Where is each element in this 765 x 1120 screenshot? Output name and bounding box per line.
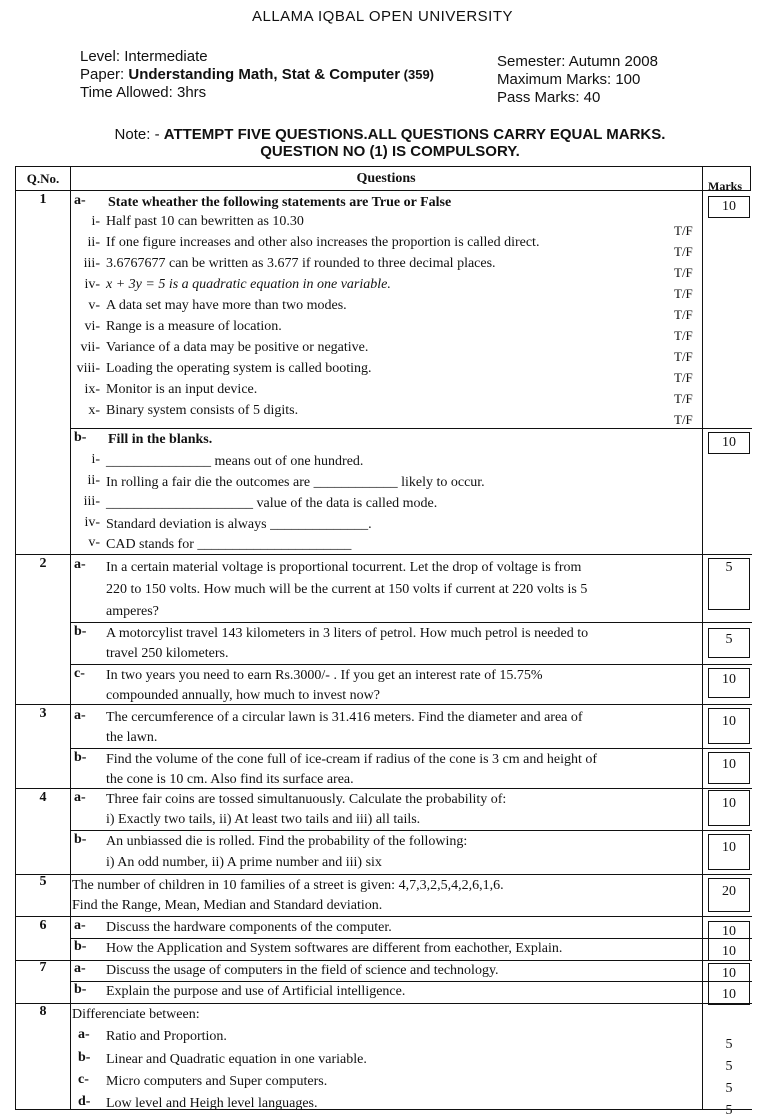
q7b-text: Explain the purpose and use of Artificial intelligence. (106, 984, 406, 999)
q1a-item: Binary system consists of 5 digits. (106, 403, 299, 418)
paper-line (80, 66, 434, 84)
q6a-label: a- (74, 918, 86, 933)
q3a-text: The cercumference of a circular lawn is 31.416 meters. Find the diameter and area of (106, 710, 583, 725)
q7-number: 7 (39, 960, 47, 975)
q1a-item: Loading the operating system is called booting. (106, 361, 372, 376)
q4b-text: An unbiassed die is rolled. Find the probability of the following: (106, 834, 468, 849)
q7b-marks: 10 (722, 987, 736, 1002)
q6b-text: How the Application and System softwares are different from eachother, Explain. (106, 941, 563, 956)
q1b-marks: 10 (722, 435, 736, 450)
q1b-item: _______________ means out of one hundred. (106, 454, 364, 469)
tf-marker: T/F (674, 286, 693, 301)
q4a-text: i) Exactly two tails, ii) At least two tails and iii) all tails. (106, 812, 421, 827)
q3a-label: a- (74, 708, 86, 723)
q8-item-marks: 5 (725, 1037, 733, 1052)
q1a-item: A data set may have more than two modes. (106, 298, 347, 313)
q4a-text: Three fair coins are tossed simultanuously. Calculate the probability of: (106, 792, 507, 807)
q3-number: 3 (39, 706, 47, 721)
q1b-title: Fill in the blanks. (108, 432, 213, 447)
q5-number: 5 (39, 874, 47, 889)
q2b-text: A motorcylist travel 143 kilometers in 3 liters of petrol. How much petrol is needed to (106, 626, 589, 641)
q2b-text: travel 250 kilometers. (106, 646, 229, 661)
q1a-item-num: i- (91, 214, 100, 229)
q8-item-text: Linear and Quadratic equation in one variable. (106, 1052, 367, 1067)
note-line-1 (80, 126, 700, 143)
q8-item-text: Low level and Heigh level languages. (106, 1096, 318, 1111)
tf-marker: T/F (674, 328, 693, 343)
q1b-item-num: iii- (83, 494, 100, 509)
q7a-marks: 10 (722, 966, 736, 981)
q1a-item: If one figure increases and other also increases the proportion is called direct. (106, 235, 540, 250)
paper-name: Understanding Math, Stat & Computer (128, 66, 401, 83)
q3a-marks: 10 (722, 714, 736, 729)
q6a-marks: 10 (722, 924, 736, 939)
q1b-item: In rolling a fair die the outcomes are ____________ likely to occur. (106, 475, 485, 490)
tf-marker: T/F (674, 349, 693, 364)
q8-item-text: Ratio and Proportion. (106, 1029, 227, 1044)
note-line-2: QUESTION NO (1) IS COMPULSORY. (260, 143, 520, 160)
q3b-text: the cone is 10 cm. Also find its surface area. (106, 772, 354, 787)
q1a-label: a- (74, 193, 86, 208)
tf-marker: T/F (674, 223, 693, 238)
note-text: ATTEMPT FIVE QUESTIONS.ALL QUESTIONS CARRY EQUAL MARKS. (163, 126, 666, 143)
q1a-item: Variance of a data may be positive or negative. (106, 340, 369, 355)
q8-number: 8 (39, 1004, 47, 1019)
maximum-marks: Maximum Marks: 100 (497, 71, 641, 88)
q1b-item-num: ii- (87, 473, 100, 488)
q5-text: Find the Range, Mean, Median and Standard deviation. (72, 898, 383, 913)
q4a-marks: 10 (722, 796, 736, 811)
time-allowed: Time Allowed: 3hrs (80, 84, 207, 101)
q2c-marks: 10 (722, 672, 736, 687)
q4b-text: i) An odd number, ii) A prime number and iii) six (106, 855, 382, 870)
q1b-label: b- (74, 430, 87, 445)
table-body (15, 190, 752, 1118)
q3b-label: b- (74, 750, 87, 765)
pass-marks: Pass Marks: 40 (497, 89, 601, 106)
exam-info (497, 53, 658, 107)
q8-item-label: a- (78, 1027, 90, 1042)
paper-code: (359) (400, 67, 435, 82)
q1b-item: CAD stands for ______________________ (106, 537, 352, 552)
q7b-label: b- (74, 982, 87, 997)
q2b-marks: 5 (725, 632, 733, 647)
q2c-text: In two years you need to earn Rs.3000/- . If you get an interest rate of 15.75% (106, 668, 543, 683)
tf-marker: T/F (674, 244, 693, 259)
q1a-item: x + 3y = 5 is a quadratic equation in one variable. (106, 277, 391, 292)
q8-item-marks: 5 (725, 1081, 733, 1096)
q2a-text: amperes? (106, 604, 159, 619)
q4b-label: b- (74, 832, 87, 847)
note (80, 126, 700, 160)
q5-marks: 20 (722, 884, 736, 899)
header-marks: Marks (708, 179, 742, 193)
q1a-item-num: iv- (84, 277, 100, 292)
q1b-item-num: v- (88, 535, 100, 550)
q2a-label: a- (74, 557, 86, 572)
q1a-item: 3.6767677 can be written as 3.677 if rounded to three decimal places. (106, 256, 496, 271)
q1a-item-num: v- (88, 298, 100, 313)
university-title: ALLAMA IQBAL OPEN UNIVERSITY (251, 8, 514, 25)
paper-label: Paper: (80, 66, 129, 83)
q5-text: The number of children in 10 families of a street is given: 4,7,3,2,5,4,2,6,1,6. (72, 878, 504, 893)
q3b-text: Find the volume of the cone full of ice-cream if radius of the cone is 3 cm and height of (106, 752, 598, 767)
tf-marker: T/F (674, 391, 693, 406)
question-table (15, 166, 751, 1118)
q3b-marks: 10 (722, 757, 736, 772)
q7a-text: Discuss the usage of computers in the field of science and technology. (106, 963, 499, 978)
q1-number: 1 (39, 192, 47, 207)
table-header (15, 166, 751, 191)
q7a-label: a- (74, 961, 86, 976)
q1a-item-num: ix- (84, 382, 100, 397)
q1b-item-num: iv- (84, 515, 100, 530)
header-questions: Questions (70, 167, 703, 190)
level: Level: Intermediate (80, 48, 208, 65)
q2a-text: In a certain material voltage is proportional tocurrent. Let the drop of voltage is from (106, 560, 582, 575)
q1a-item: Range is a measure of location. (106, 319, 282, 334)
paper-info (80, 48, 434, 102)
q6a-text: Discuss the hardware components of the computer. (106, 920, 392, 935)
q8-item-label: c- (78, 1072, 89, 1087)
q2a-text: 220 to 150 volts. How much will be the current at 150 volts if current at 220 volts is 5 (106, 582, 588, 597)
tf-marker: T/F (674, 370, 693, 385)
q8-item-label: b- (78, 1050, 91, 1065)
q2b-label: b- (74, 624, 87, 639)
q2-number: 2 (39, 556, 47, 571)
q6b-label: b- (74, 939, 87, 954)
q2c-text: compounded annually, how much to invest now? (106, 688, 380, 703)
q1a-item: Half past 10 can bewritten as 10.30 (106, 214, 304, 229)
tf-marker: T/F (674, 307, 693, 322)
q4a-label: a- (74, 790, 86, 805)
q8-item-marks: 5 (725, 1059, 733, 1074)
q1a-title: State wheather the following statements are True or False (108, 195, 452, 210)
q8-intro: Differenciate between: (72, 1007, 200, 1022)
q4b-marks: 10 (722, 840, 736, 855)
q8-item-label: d- (78, 1094, 91, 1109)
q3a-text: the lawn. (106, 730, 158, 745)
q1b-item-num: i- (91, 452, 100, 467)
q1b-item: _____________________ value of the data is called mode. (106, 496, 438, 511)
q1a-marks: 10 (722, 199, 736, 214)
q4-number: 4 (39, 790, 47, 805)
q1a-item: Monitor is an input device. (106, 382, 258, 397)
q8-item-marks: 5 (725, 1103, 733, 1118)
semester: Semester: Autumn 2008 (497, 53, 658, 70)
q1a-item-num: x- (88, 403, 100, 418)
q1b-item: Standard deviation is always ______________. (106, 517, 372, 532)
q1a-item-num: viii- (76, 361, 100, 376)
q2a-marks: 5 (725, 560, 733, 575)
header-qno: Q.No. (16, 167, 71, 190)
q6-number: 6 (39, 918, 47, 933)
q6b-marks: 10 (722, 944, 736, 959)
tf-marker: T/F (674, 412, 693, 427)
q1a-item-num: vi- (84, 319, 100, 334)
tf-marker: T/F (674, 265, 693, 280)
q1a-item-num: ii- (87, 235, 100, 250)
q2c-label: c- (74, 666, 85, 681)
q1a-item-num: vii- (80, 340, 100, 355)
q1a-item-num: iii- (83, 256, 100, 271)
q8-item-text: Micro computers and Super computers. (106, 1074, 328, 1089)
note-prefix: Note: - (114, 126, 164, 143)
